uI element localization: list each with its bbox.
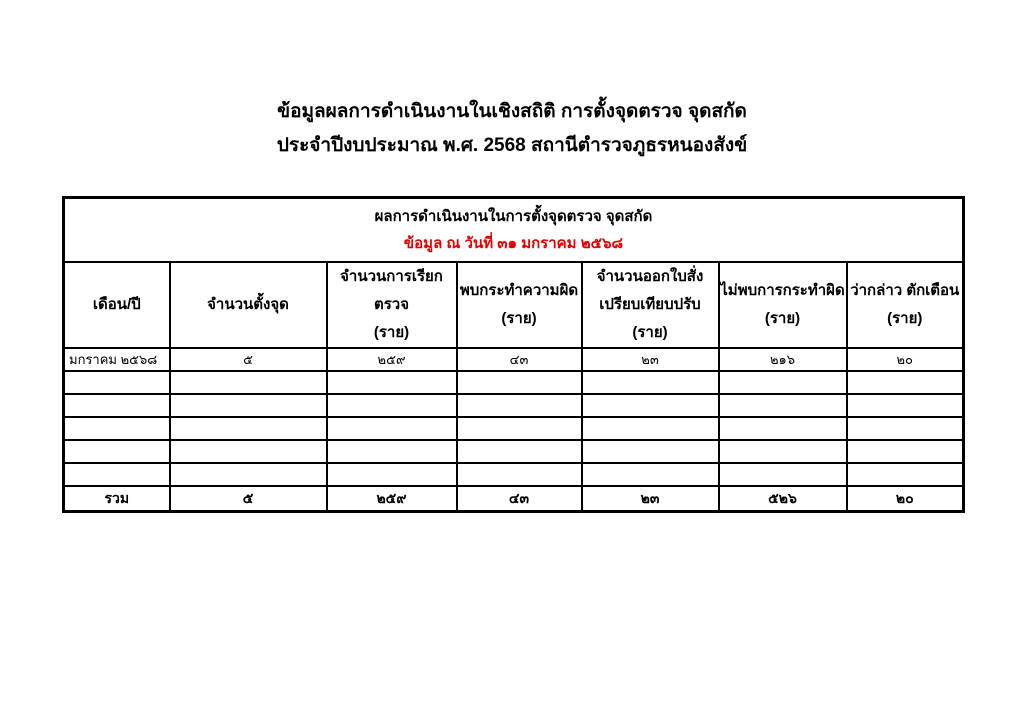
total-inspections: ๒๕๙ bbox=[327, 486, 457, 512]
empty-cell bbox=[457, 417, 582, 440]
table-row-total bbox=[64, 486, 964, 512]
empty-cell bbox=[457, 394, 582, 417]
empty-cell bbox=[847, 463, 964, 486]
empty-cell bbox=[327, 417, 457, 440]
empty-cell bbox=[719, 417, 847, 440]
empty-cell bbox=[170, 440, 327, 463]
document-title bbox=[0, 95, 1024, 163]
cell-checkpoints: ๕ bbox=[170, 348, 327, 371]
empty-cell bbox=[457, 440, 582, 463]
empty-cell bbox=[64, 463, 170, 486]
document-title-line1: ข้อมูลผลการดำเนินงานในเชิงสถิติ การตั้งจุดตรวจ จุดสกัด bbox=[277, 101, 747, 122]
column-header-unit: (ราย) bbox=[764, 310, 801, 327]
column-header-label: จำนวนตั้งจุด bbox=[207, 296, 289, 313]
empty-cell bbox=[64, 371, 170, 394]
document-title-line2: ประจำปีงบประมาณ พ.ศ. 2568 สถานีตำรวจภูธรหนองสังข์ bbox=[276, 135, 748, 156]
empty-cell bbox=[64, 394, 170, 417]
empty-cell bbox=[719, 371, 847, 394]
empty-cell bbox=[170, 371, 327, 394]
column-header-month bbox=[64, 262, 170, 348]
table-band-cell bbox=[64, 198, 964, 263]
table-row-empty bbox=[64, 417, 964, 440]
total-tickets-issued: ๒๓ bbox=[582, 486, 719, 512]
total-checkpoints: ๕ bbox=[170, 486, 327, 512]
empty-cell bbox=[327, 394, 457, 417]
empty-cell bbox=[847, 417, 964, 440]
empty-cell bbox=[719, 440, 847, 463]
empty-cell bbox=[170, 394, 327, 417]
empty-cell bbox=[170, 463, 327, 486]
cell-no-offense: ๒๑๖ bbox=[719, 348, 847, 371]
table-row-empty bbox=[64, 371, 964, 394]
empty-cell bbox=[327, 463, 457, 486]
empty-cell bbox=[582, 463, 719, 486]
cell-warnings: ๒๐ bbox=[847, 348, 964, 371]
column-header-tickets-issued bbox=[582, 262, 719, 348]
empty-cell bbox=[582, 371, 719, 394]
column-header-unit: (ราย) bbox=[887, 310, 923, 327]
column-header-unit: (ราย) bbox=[501, 310, 537, 327]
column-header-no-offense bbox=[719, 262, 847, 348]
cell-offenses-found: ๔๓ bbox=[457, 348, 582, 371]
empty-cell bbox=[170, 417, 327, 440]
total-label: รวม bbox=[64, 486, 170, 512]
table-row-empty bbox=[64, 463, 964, 486]
empty-cell bbox=[457, 463, 582, 486]
column-header-offenses-found bbox=[457, 262, 582, 348]
cell-month: มกราคม ๒๕๖๘ bbox=[64, 348, 170, 371]
empty-cell bbox=[327, 371, 457, 394]
table-row-january bbox=[64, 348, 964, 371]
column-header-label: ว่ากล่าว ตักเตือน bbox=[850, 282, 960, 299]
empty-cell bbox=[847, 440, 964, 463]
total-warnings: ๒๐ bbox=[847, 486, 964, 512]
table-band-title: ผลการดำเนินงานในการตั้งจุดตรวจ จุดสกัด bbox=[374, 208, 653, 225]
empty-cell bbox=[457, 371, 582, 394]
empty-cell bbox=[719, 394, 847, 417]
column-header-label: ไม่พบการกระทำผิด bbox=[720, 282, 845, 299]
empty-cell bbox=[582, 440, 719, 463]
column-header-label: จำนวนการเรียกตรวจ bbox=[340, 268, 443, 313]
empty-cell bbox=[582, 417, 719, 440]
empty-cell bbox=[719, 463, 847, 486]
empty-cell bbox=[582, 394, 719, 417]
column-header-unit: เปรียบเทียบปรับ (ราย) bbox=[599, 296, 701, 341]
column-header-label: พบกระทำความผิด bbox=[459, 282, 579, 299]
empty-cell bbox=[847, 394, 964, 417]
empty-cell bbox=[64, 440, 170, 463]
table-row-empty bbox=[64, 440, 964, 463]
total-no-offense: ๕๒๖ bbox=[719, 486, 847, 512]
empty-cell bbox=[64, 417, 170, 440]
column-header-warnings bbox=[847, 262, 964, 348]
column-header-label: จำนวนออกใบสั่ง bbox=[596, 268, 704, 285]
table-band-subtitle: ข้อมูล ณ วันที่ ๓๑ มกราคม ๒๕๖๘ bbox=[403, 235, 624, 252]
table-row-empty bbox=[64, 394, 964, 417]
cell-inspections: ๒๕๙ bbox=[327, 348, 457, 371]
table-band-row bbox=[64, 198, 964, 263]
empty-cell bbox=[327, 440, 457, 463]
empty-cell bbox=[847, 371, 964, 394]
cell-tickets-issued: ๒๓ bbox=[582, 348, 719, 371]
statistics-table-container bbox=[62, 196, 965, 513]
column-header-inspections bbox=[327, 262, 457, 348]
column-header-checkpoints bbox=[170, 262, 327, 348]
column-header-unit: (ราย) bbox=[373, 324, 410, 341]
statistics-table bbox=[62, 196, 965, 513]
column-header-label: เดือน/ปี bbox=[92, 296, 141, 313]
column-header-row bbox=[64, 262, 964, 348]
total-offenses-found: ๔๓ bbox=[457, 486, 582, 512]
